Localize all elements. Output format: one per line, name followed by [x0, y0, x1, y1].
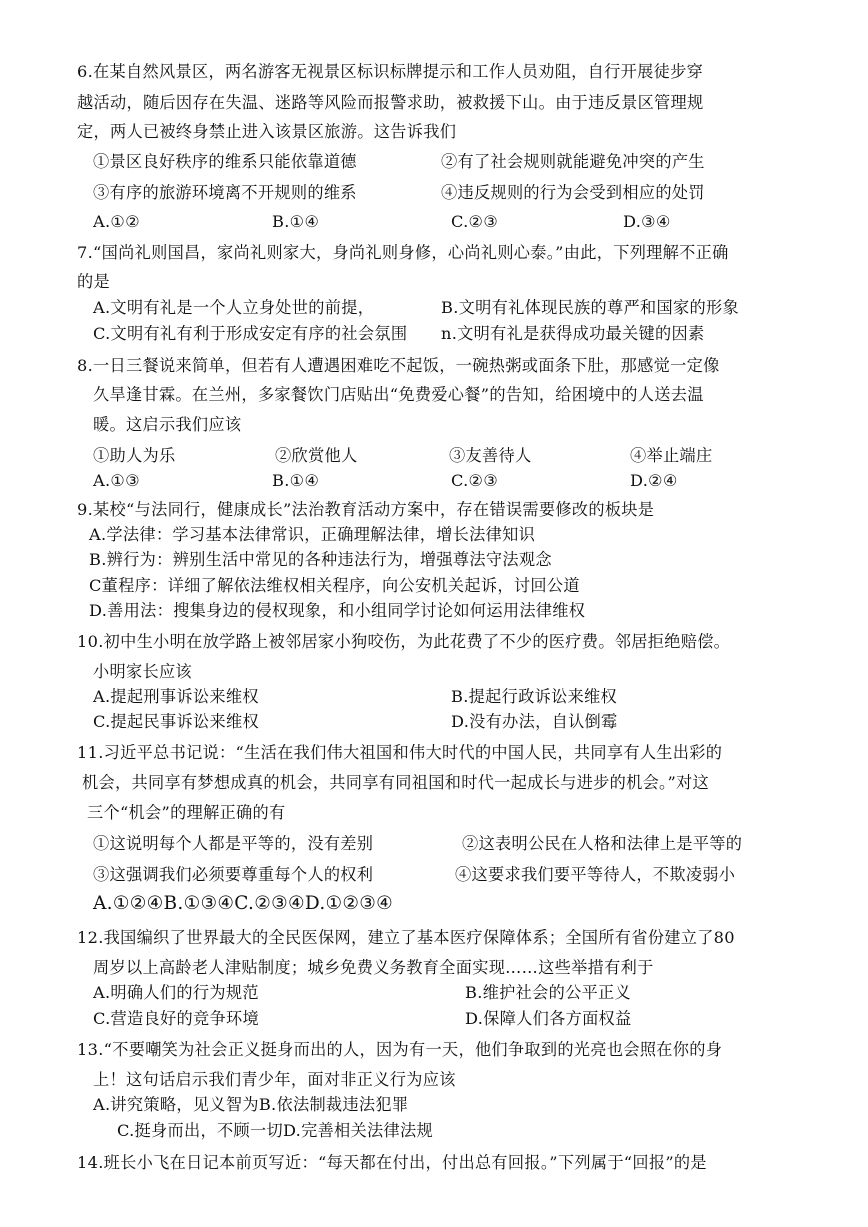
q6-statement-2: ②有了社会规则就能避免冲突的产生 — [441, 152, 705, 171]
q12-option-b: B.维护社会的公平正义 — [465, 983, 632, 1002]
q10-option-d: D.没有办法，自认倒霉 — [451, 712, 618, 731]
q6-option-c: C.②③ — [451, 212, 499, 231]
q13-stem-line-1: 13.“不要嘲笑为社会正义挺身而出的人，因为有一天，他们争取到的光亮也会照在你的身 — [77, 1040, 723, 1059]
q8-option-c: C.②③ — [451, 471, 499, 490]
q8-statement-3: ③友善待人 — [449, 446, 532, 465]
q10-option-b: B.提起行政诉讼来维权 — [451, 687, 618, 706]
q6-statement-1: ①景区良好秩序的维系只能依靠道德 — [93, 152, 357, 171]
q11-stem-line-3: 三个“机会”的理解正确的有 — [87, 803, 286, 822]
q9-option-d: D.善用法：搜集身边的侵权现象，和小组同学讨论如何运用法律维权 — [89, 601, 586, 620]
q6-stem-line-1: 6.在某自然风景区，两名游客无视景区标识标牌提示和工作人员劝阻，自行开展徒步穿 — [77, 62, 704, 81]
q11-statement-1: ①这说明每个人都是平等的，没有差别 — [93, 834, 374, 853]
q6-statement-4: ④违反规则的行为会受到相应的处罚 — [441, 183, 705, 202]
q8-stem-line-3: 暖。这启示我们应该 — [93, 415, 242, 434]
q11-stem-line-2: 机会，共同享有梦想成真的机会，共同享有同祖国和时代一起成长与进步的机会。”对这 — [82, 773, 709, 792]
q13-options-line-2: C.挺身而出，不顾一切D.完善相关法律法规 — [117, 1121, 433, 1140]
q13-stem-line-2: 上！这句话启示我们青少年，面对非正义行为应该 — [93, 1070, 456, 1089]
q11-statement-2: ②这表明公民在人格和法律上是平等的 — [462, 834, 743, 853]
q8-stem-line-2: 久旱逢甘霖。在兰州，多家餐饮门店贴出“免费爱心餐”的告知，给困境中的人送去温 — [93, 385, 704, 404]
q9-stem-line-1: 9.某校“与法同行，健康成长”法治教育活动方案中，存在错误需要修改的板块是 — [77, 500, 655, 519]
q10-stem-line-1: 10.初中生小明在放学路上被邻居家小狗咬伤，为此花费了不少的医疗费。邻居拒绝赔偿。 — [77, 632, 731, 651]
q6-option-b: B.①④ — [272, 212, 320, 231]
q8-option-b: B.①④ — [272, 471, 320, 490]
q6-stem-line-2: 越活动，随后因存在失温、迷路等风险而报警求助，被救援下山。由于违反景区管理规 — [77, 93, 704, 112]
q7-option-d: n.文明有礼是获得成功最关键的因素 — [441, 324, 705, 343]
q13-options-line-1: A.讲究策略，见义智为B.依法制裁违法犯罪 — [93, 1095, 409, 1114]
q11-stem-line-1: 11.习近平总书记说：“生活在我们伟大祖国和伟大时代的中国人民，共同享有人生出彩的 — [77, 743, 723, 762]
q9-option-a: A.学法律：学习基本法律常识，正确理解法律，增长法律知识 — [89, 525, 536, 544]
q11-statement-4: ④这要求我们要平等待人，不欺凌弱小 — [455, 865, 736, 884]
q10-option-a: A.提起刑事诉讼来维权 — [93, 687, 259, 706]
q6-option-d: D.③④ — [623, 212, 671, 231]
q12-stem-line-1: 12.我国编织了世界最大的全民医保网，建立了基本医疗保障体系；全国所有省份建立了80 — [77, 928, 735, 947]
q7-option-c: C.文明有礼有利于形成安定有序的社会氛围 — [93, 324, 408, 343]
q8-statement-1: ①助人为乐 — [93, 446, 176, 465]
q8-statement-4: ④举止端庄 — [630, 446, 713, 465]
q6-option-a: A.①② — [93, 212, 141, 231]
q14-stem-line-1: 14.班长小飞在日记本前页写近：“每天都在付出，付出总有回报。”下列属于“回报”的是 — [77, 1153, 707, 1172]
q7-option-a: A.文明有礼是一个人立身处世的前提， — [93, 298, 375, 317]
q6-stem-line-3: 定，两人已被终身禁止进入该景区旅游。这告诉我们 — [77, 122, 457, 141]
q12-stem-line-2: 周岁以上高龄老人津贴制度；城乡免费义务教育全面实现……这些举措有利于 — [93, 958, 654, 977]
q10-option-c: C.提起民事诉讼来维权 — [93, 712, 259, 731]
q8-statement-2: ②欣赏他人 — [275, 446, 358, 465]
q7-option-b: B.文明有礼体现民族的尊严和国家的形象 — [441, 298, 739, 317]
q7-stem-line-1: 7.“国尚礼则国昌，家尚礼则家大，身尚礼则身修，心尚礼则心泰。”由此，下列理解不正确 — [77, 243, 729, 262]
q9-option-b: B.辨行为：辨别生活中常见的各种违法行为，增强尊法守法观念 — [89, 550, 552, 569]
q12-option-c: C.营造良好的竞争环境 — [93, 1009, 259, 1028]
q11-statement-3: ③这强调我们必须要尊重每个人的权利 — [93, 865, 374, 884]
q9-option-c: C董程序：详细了解依法维权相关程序，向公安机关起诉，讨回公道 — [89, 576, 580, 595]
q8-option-d: D.②④ — [630, 471, 678, 490]
q11-options: A.①②④B.①③④C.②③④D.①②③④ — [93, 893, 394, 914]
q6-statement-3: ③有序的旅游环境离不开规则的维系 — [93, 183, 357, 202]
q8-option-a: A.①③ — [93, 471, 141, 490]
q7-stem-line-2: 的是 — [77, 272, 110, 291]
q10-stem-line-2: 小明家长应该 — [93, 662, 192, 681]
q12-option-d: D.保障人们各方面权益 — [465, 1009, 632, 1028]
q8-stem-line-1: 8.一日三餐说来简单，但若有人遭遇困难吃不起饭，一碗热粥或面条下肚，那感觉一定像 — [77, 356, 720, 375]
q12-option-a: A.明确人们的行为规范 — [93, 983, 259, 1002]
